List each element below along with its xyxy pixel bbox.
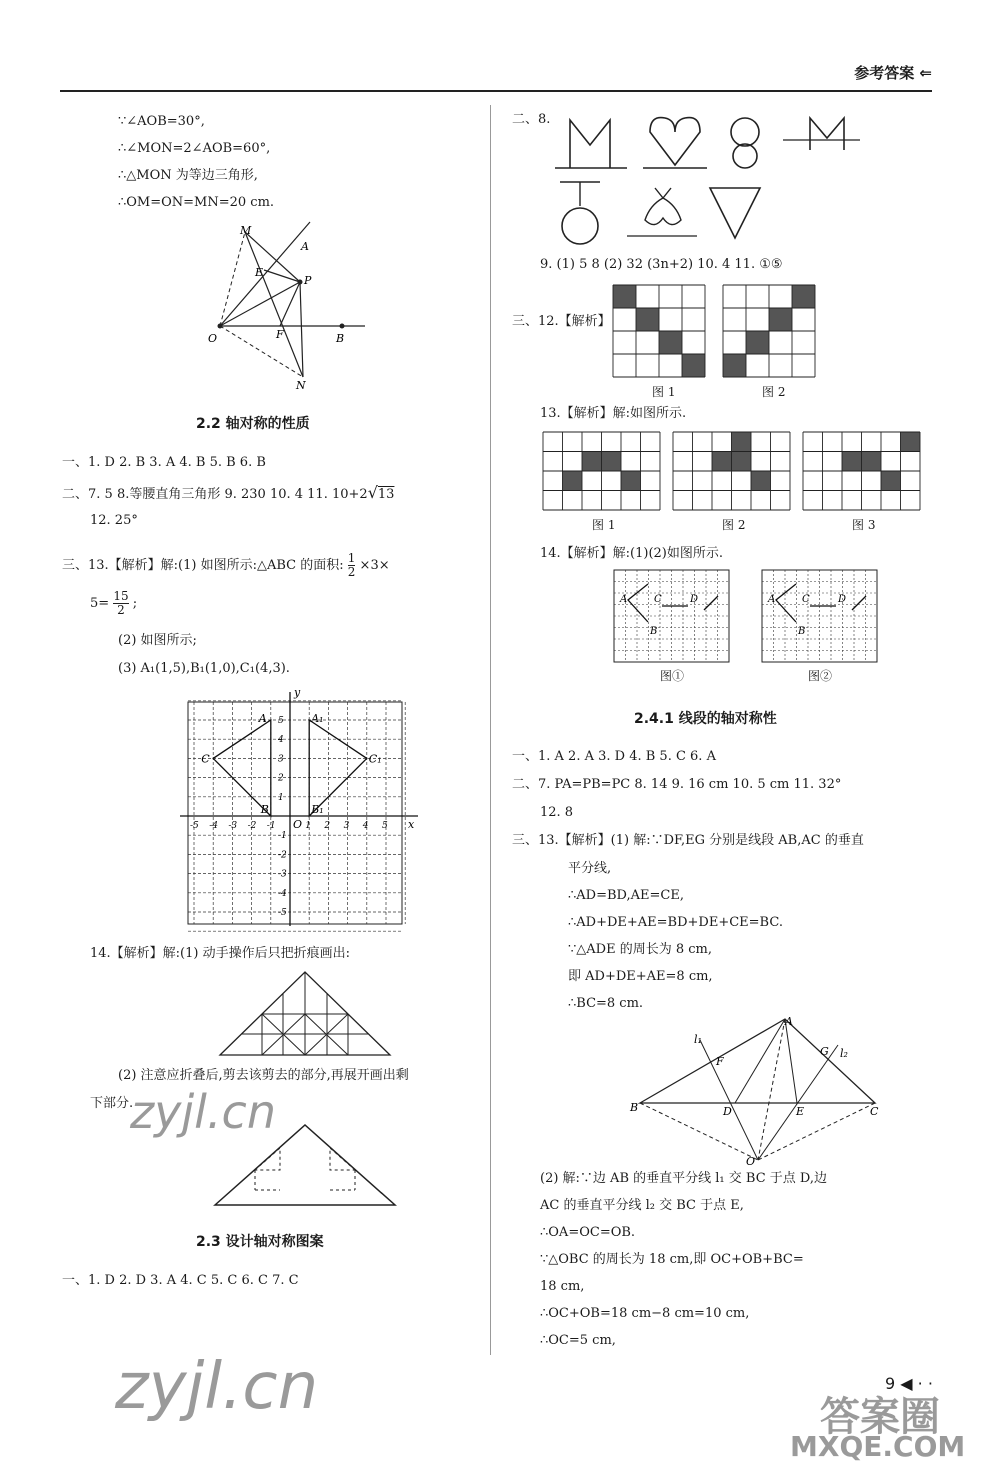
axis-label-x: x: [408, 818, 415, 831]
answer-line: ∴OC+OB=18 cm−8 cm=10 cm,: [540, 1306, 750, 1321]
label-B: B: [336, 332, 345, 345]
point-label: B₁: [311, 803, 324, 816]
label-O: O: [208, 332, 218, 345]
x-tick-label: -2: [247, 821, 257, 831]
point-label: B: [798, 626, 806, 637]
point-label: B: [260, 803, 269, 816]
label-l2: l₂: [840, 1047, 848, 1060]
label-l1: l₁: [694, 1033, 702, 1046]
answer-line: ∴OC=5 cm,: [540, 1333, 616, 1348]
grid-figure-13-3: [803, 432, 923, 512]
x-tick-label: 4: [362, 821, 369, 831]
point-label: A₁: [311, 712, 324, 725]
coordinate-grid-figure: [180, 688, 420, 928]
fold-triangle-figure: [215, 970, 395, 1060]
point-label: C: [802, 594, 810, 605]
page-number: 9 ◀ · ·: [885, 1374, 933, 1393]
y-tick-label: -4: [278, 888, 287, 899]
answer-line: 12. 25°: [90, 513, 138, 528]
label-N: N: [296, 379, 306, 392]
figure-caption: 图 3: [852, 518, 876, 532]
answer-line: 14.【解析】解:(1) 动手操作后只把折痕画出:: [90, 946, 350, 961]
label-A: A: [785, 1015, 793, 1028]
grid12b-shaded-cell: [769, 308, 792, 331]
grid13b-shaded-cell: [712, 452, 732, 472]
triangle-abc: [213, 720, 271, 816]
grid12b-shaded-cell: [723, 354, 746, 377]
y-tick-label: -3: [278, 869, 287, 880]
section-title-2-4-1: 2.4.1 线段的轴对称性: [634, 711, 777, 727]
grid12a-shaded-cell: [636, 308, 659, 331]
y-tick-label: 1: [278, 792, 284, 803]
figure-caption: 图 2: [722, 518, 746, 532]
point-label: A: [620, 594, 628, 605]
y-tick-label: 2: [278, 773, 284, 784]
answer-line: 一、1. D 2. B 3. A 4. B 5. B 6. B: [62, 455, 266, 470]
grid13c-shaded-cell: [862, 452, 882, 472]
point-label: A: [258, 712, 267, 725]
text-line: ∴OM=ON=MN=20 cm.: [118, 195, 275, 210]
answer-line: ∵△OBC 的周长为 18 cm,即 OC+OB+BC=: [540, 1252, 804, 1267]
geometry-figure-aob: [200, 222, 370, 392]
x-tick-label: -1: [266, 821, 276, 831]
answer-line: 14.【解析】解:(1)(2)如图所示.: [540, 546, 724, 561]
label-F: F: [276, 328, 284, 341]
point-label: D: [838, 594, 847, 605]
answer-line: 三、13.【解析】(1) 解:∵DF,EG 分别是线段 AB,AC 的垂直: [512, 833, 864, 848]
y-tick-label: -1: [278, 831, 287, 842]
grid13a-shaded-cell: [621, 471, 641, 491]
label-A: A: [301, 240, 309, 253]
text-line: ∴∠MON=2∠AOB=60°,: [118, 141, 271, 156]
grid12a-shaded-cell: [613, 285, 636, 308]
answer-line: 12. 8: [540, 805, 574, 820]
symmetric-shapes-figure: [555, 110, 875, 250]
watermark: zyjl.cn: [115, 1350, 319, 1424]
answer-line: ∴AD=BD,AE=CE,: [568, 888, 684, 903]
watermark: MXQE.COM: [790, 1430, 966, 1463]
x-tick-label: -5: [190, 821, 199, 831]
grid-figure-14-2: [762, 570, 882, 662]
point-label: D: [690, 594, 699, 605]
grid13c-shaded-cell: [901, 432, 921, 452]
y-tick-label: 4: [278, 735, 284, 746]
figure-caption: 图 1: [652, 385, 676, 399]
column-divider: [490, 105, 491, 1355]
grid13b-shaded-cell: [732, 452, 752, 472]
label-P: P: [304, 274, 312, 287]
label-C: C: [870, 1105, 879, 1118]
origin-label: O: [293, 818, 303, 831]
answer-line: 13.【解析】解:如图所示.: [540, 406, 687, 421]
grid12b-shaded-cell: [792, 285, 815, 308]
point-label: C: [201, 752, 210, 766]
grid-figure-14-1: [614, 570, 734, 662]
grid13c-shaded-cell: [881, 471, 901, 491]
answer-line: 平分线,: [568, 861, 612, 876]
label-E: E: [255, 266, 264, 279]
header-title: 参考答案 ⇐: [854, 64, 932, 82]
label-O: O: [746, 1155, 756, 1168]
answer-line: 即 AD+DE+AE=8 cm,: [568, 969, 713, 984]
label-D: D: [723, 1105, 732, 1118]
label-B: B: [630, 1101, 639, 1114]
grid-figure-13-2: [673, 432, 793, 512]
x-tick-label: -3: [228, 821, 238, 831]
figure-caption: 图②: [808, 669, 833, 683]
answer-line: (2) 注意应折叠后,剪去该剪去的部分,再展开画出剩: [118, 1068, 409, 1083]
answer-line: 一、1. D 2. D 3. A 4. C 5. C 6. C 7. C: [62, 1273, 299, 1288]
figure-caption: 图 1: [592, 518, 616, 532]
grid13a-shaded-cell: [563, 471, 583, 491]
point-label: A: [768, 594, 776, 605]
grid13a-shaded-cell: [582, 452, 602, 472]
label-G: G: [820, 1045, 829, 1058]
grid12a-shaded-cell: [659, 331, 682, 354]
watermark: 答案圈: [820, 1394, 940, 1440]
grid13c-shaded-cell: [842, 452, 862, 472]
grid12a-shaded-cell: [682, 354, 705, 377]
section-title-2-2: 2.2 轴对称的性质: [196, 416, 310, 432]
y-tick-label: -5: [278, 908, 287, 918]
answer-line: AC 的垂直平分线 l₂ 交 BC 于点 E,: [540, 1198, 744, 1213]
grid13b-shaded-cell: [751, 471, 771, 491]
x-tick-label: -4: [209, 821, 218, 831]
answer-line: 18 cm,: [540, 1279, 585, 1294]
grid-figure-13-1: [543, 432, 663, 512]
answer-line: ∴OA=OC=OB.: [540, 1225, 636, 1240]
x-tick-label: 2: [324, 821, 331, 831]
header-rule: [60, 90, 932, 92]
answer-line: 二、8.: [512, 112, 551, 127]
answer-line: 二、7. 5 8.等腰直角三角形 9. 230 10. 4 11. 10+2√13: [62, 483, 395, 502]
answer-line: (2) 解:∵边 AB 的垂直平分线 l₁ 交 BC 于点 D,边: [540, 1171, 827, 1186]
label-E: E: [796, 1105, 805, 1118]
grid-figure-12-2: [723, 285, 823, 380]
section-title-2-3: 2.3 设计轴对称图案: [196, 1234, 324, 1250]
triangle-a1b1c1: [309, 720, 367, 816]
point-label: C₁: [368, 752, 382, 766]
triangle-bisector-figure: [630, 1015, 890, 1168]
axis-label-y: y: [294, 686, 301, 699]
answer-line: 二、7. PA=PB=PC 8. 14 9. 16 cm 10. 5 cm 11. 32°: [512, 777, 842, 792]
answer-line: 三、12.【解析】: [512, 314, 611, 329]
x-tick-label: 5: [382, 821, 388, 831]
x-tick-label: 3: [343, 821, 350, 831]
grid12b-shaded-cell: [746, 331, 769, 354]
y-tick-label: 5: [278, 716, 284, 726]
text-line: ∴△MON 为等边三角形,: [118, 168, 258, 183]
watermark: zyjl.cn: [130, 1085, 276, 1139]
grid13a-shaded-cell: [602, 452, 622, 472]
label-F: F: [716, 1055, 724, 1068]
answer-line: 一、1. A 2. A 3. D 4. B 5. C 6. A: [512, 749, 716, 764]
grid13b-shaded-cell: [732, 432, 752, 452]
answer-line: 下部分.: [90, 1096, 134, 1111]
point-label: B: [650, 626, 658, 637]
answer-line: 5= $\frac{15}{2}$ ;: [90, 589, 138, 617]
answer-line: 9. (1) 5 8 (2) 32 (3n+2) 10. 4 11. ①⑤: [540, 257, 783, 272]
figure-caption: 图 2: [762, 385, 786, 399]
answer-line: ∴BC=8 cm.: [568, 996, 644, 1011]
y-tick-label: 3: [278, 754, 284, 765]
answer-line: ∴AD+DE+AE=BD+DE+CE=BC.: [568, 915, 783, 930]
x-tick-label: 1: [305, 821, 311, 831]
answer-line: 三、13.【解析】解:(1) 如图所示:△ABC 的面积: $\frac{1}{2}$ ×3×: [62, 551, 390, 579]
grid-figure-12-1: [613, 285, 713, 380]
answer-line: (2) 如图所示;: [118, 633, 197, 648]
answer-line: ∵△ADE 的周长为 8 cm,: [568, 942, 712, 957]
text-line: ∵∠AOB=30°,: [118, 114, 205, 129]
label-M: M: [240, 224, 252, 237]
point-label: C: [654, 594, 662, 605]
y-tick-label: -2: [278, 850, 287, 861]
answer-line: (3) A₁(1,5),B₁(1,0),C₁(4,3).: [118, 661, 290, 676]
figure-caption: 图①: [660, 669, 685, 683]
